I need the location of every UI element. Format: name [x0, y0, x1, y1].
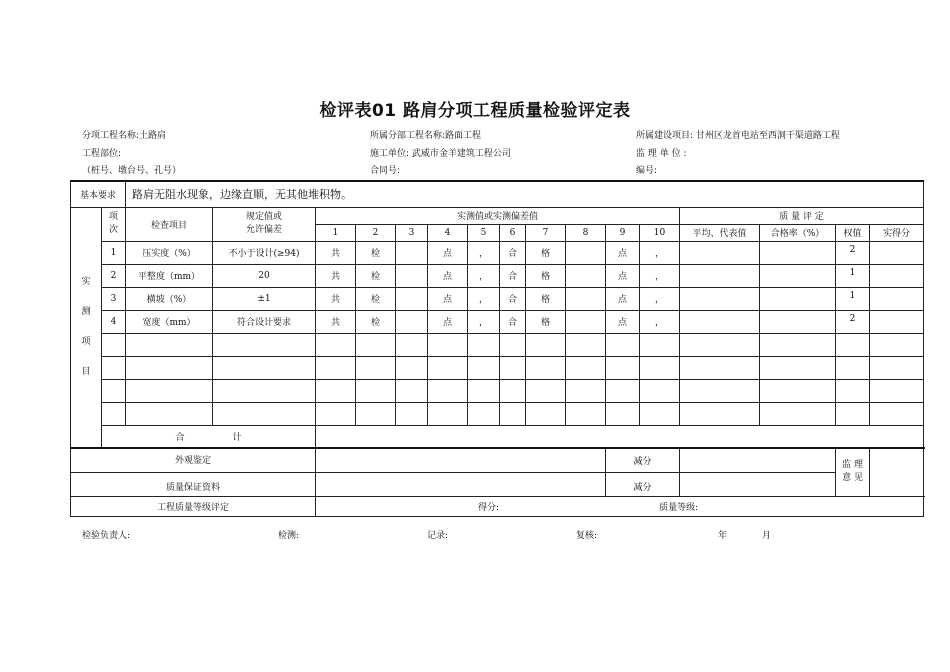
empty-cell — [500, 402, 526, 425]
table-row — [71, 287, 924, 310]
measured-cell: 点 — [428, 287, 468, 310]
col-header: 3 — [396, 224, 428, 241]
empty-cell — [836, 402, 870, 425]
empty-cell — [126, 379, 213, 402]
table-row — [71, 241, 924, 264]
score-header: 实得分 — [870, 224, 924, 241]
empty-cell — [316, 379, 356, 402]
empty-cell — [870, 379, 924, 402]
weight-cell: 2 — [836, 241, 870, 264]
table-row — [71, 402, 924, 425]
pass-rate-cell — [760, 310, 836, 333]
row-number: 1 — [102, 241, 126, 264]
empty-cell — [526, 379, 566, 402]
empty-cell — [640, 356, 680, 379]
pass-rate-cell — [760, 241, 836, 264]
measured-cell: 格 — [526, 287, 566, 310]
empty-cell — [468, 356, 500, 379]
empty-cell — [640, 333, 680, 356]
empty-cell — [213, 379, 316, 402]
col-header: 4 — [428, 224, 468, 241]
measured-cell: 合 — [500, 310, 526, 333]
year-label: 年 — [718, 531, 728, 541]
empty-cell — [640, 379, 680, 402]
row-number: 4 — [102, 310, 126, 333]
empty-cell — [428, 402, 468, 425]
empty-cell — [316, 402, 356, 425]
empty-cell — [526, 356, 566, 379]
deduct-value — [680, 448, 836, 472]
total-char: 计 — [232, 432, 242, 443]
empty-cell — [606, 379, 640, 402]
empty-cell — [102, 333, 126, 356]
empty-cell — [760, 333, 836, 356]
empty-cell — [356, 402, 396, 425]
empty-cell — [870, 402, 924, 425]
empty-cell — [870, 356, 924, 379]
empty-cell — [606, 402, 640, 425]
col-header: 7 — [526, 224, 566, 241]
appearance-value — [316, 448, 606, 472]
empty-cell — [316, 333, 356, 356]
deduct-label: 减分 — [606, 448, 680, 472]
empty-cell — [836, 379, 870, 402]
empty-cell — [836, 333, 870, 356]
empty-cell — [316, 356, 356, 379]
measured-cell: 合 — [500, 241, 526, 264]
grade-label: 质量等级: — [659, 502, 699, 513]
empty-cell — [468, 379, 500, 402]
empty-cell — [213, 402, 316, 425]
deduct-value — [680, 472, 836, 496]
contract-number: 合同号: — [370, 166, 401, 176]
total-row — [71, 425, 924, 448]
measured-cell: ， — [468, 264, 500, 287]
measured-cell: 格 — [526, 310, 566, 333]
row-spec: 20 — [213, 264, 316, 287]
empty-cell — [428, 379, 468, 402]
col-header: 6 — [500, 224, 526, 241]
measured-cell: 检 — [356, 287, 396, 310]
construction-project: 所属建设项目: 甘州区龙首电站至西洞干渠道路工程 — [636, 131, 840, 141]
empty-cell — [836, 356, 870, 379]
empty-cell — [870, 333, 924, 356]
measured-cell: 点 — [428, 264, 468, 287]
sub-project-name: 分项工程名称:土路肩 — [82, 131, 167, 141]
appearance-row — [71, 448, 924, 472]
measured-cell: ， — [468, 287, 500, 310]
empty-cell — [566, 356, 606, 379]
project-part: 工程部位: — [82, 149, 122, 159]
empty-cell — [606, 356, 640, 379]
empty-cell — [680, 356, 760, 379]
appearance-label: 外观鉴定 — [71, 448, 316, 472]
empty-cell — [468, 333, 500, 356]
empty-cell — [526, 333, 566, 356]
measured-cell — [396, 241, 428, 264]
measured-cell: ， — [640, 241, 680, 264]
recorder-label: 记录: — [427, 531, 449, 541]
empty-cell — [126, 402, 213, 425]
supervision-opinion — [870, 448, 924, 496]
measured-cell: 点 — [606, 264, 640, 287]
reviewer-label: 复核: — [576, 531, 598, 541]
quality-inspection-table — [70, 180, 924, 517]
seq-header: 项 次 — [102, 207, 126, 241]
weight-cell: 1 — [836, 287, 870, 310]
col-header: 2 — [356, 224, 396, 241]
measured-cell — [396, 264, 428, 287]
col-header: 8 — [566, 224, 606, 241]
measured-cell: 合 — [500, 264, 526, 287]
empty-cell — [396, 333, 428, 356]
col-header: 5 — [468, 224, 500, 241]
row-check-item: 横坡（%） — [126, 287, 213, 310]
measured-cell: 检 — [356, 241, 396, 264]
avg-cell — [680, 264, 760, 287]
measured-cell: ， — [468, 241, 500, 264]
pass-rate-header: 合格率（%） — [760, 224, 836, 241]
month-label: 月 — [762, 531, 772, 541]
empty-cell — [566, 333, 606, 356]
empty-cell — [126, 333, 213, 356]
measured-cell: 检 — [356, 264, 396, 287]
table-row — [71, 356, 924, 379]
empty-cell — [500, 379, 526, 402]
empty-cell — [680, 379, 760, 402]
basic-requirement-text: 路肩无阻水现象，边缘直顺，无其他堆积物。 — [126, 181, 924, 207]
avg-cell — [680, 287, 760, 310]
measured-cell: 共 — [316, 310, 356, 333]
empty-cell — [680, 402, 760, 425]
row-number: 2 — [102, 264, 126, 287]
weight-cell: 1 — [836, 264, 870, 287]
measured-cell: ， — [640, 310, 680, 333]
basic-requirement-label: 基本要求 — [71, 181, 126, 207]
total-value — [316, 425, 924, 448]
empty-cell — [468, 402, 500, 425]
measured-cell: 格 — [526, 241, 566, 264]
empty-cell — [356, 356, 396, 379]
check-item-header: 检查项目 — [126, 207, 213, 241]
supervision-label: 监 理 意 见 — [836, 448, 870, 496]
grade-row — [71, 496, 924, 516]
pile-note: （桩号、墩台号、孔号） — [82, 166, 182, 176]
measured-values-header: 实测值或实测偏差值 — [316, 207, 680, 224]
measured-cell: 检 — [356, 310, 396, 333]
row-spec: ±1 — [213, 287, 316, 310]
measured-cell — [566, 241, 606, 264]
deduct-label: 减分 — [606, 472, 680, 496]
weight-header: 权值 — [836, 224, 870, 241]
measured-cell: 共 — [316, 264, 356, 287]
measured-cell: ， — [640, 287, 680, 310]
score-cell — [870, 241, 924, 264]
form-title: 检评表01 路肩分项工程质量检验评定表 — [319, 101, 631, 121]
empty-cell — [102, 402, 126, 425]
col-header: 1 — [316, 224, 356, 241]
quality-eval-header: 质 量 评 定 — [680, 207, 924, 224]
total-label — [102, 425, 316, 448]
measured-cell: 点 — [428, 310, 468, 333]
measured-cell: 点 — [606, 241, 640, 264]
division-project-name: 所属分部工程名称:路面工程 — [370, 131, 482, 141]
empty-cell — [213, 333, 316, 356]
row-check-item: 宽度（mm） — [126, 310, 213, 333]
pass-rate-cell — [760, 287, 836, 310]
measured-cell: 点 — [606, 287, 640, 310]
measured-items-label: 实 测 项 目 — [71, 207, 102, 448]
grade-eval-value — [316, 496, 924, 516]
weight-cell: 2 — [836, 310, 870, 333]
empty-cell — [760, 379, 836, 402]
measured-cell — [396, 287, 428, 310]
row-check-item: 压实度（%） — [126, 241, 213, 264]
empty-cell — [760, 402, 836, 425]
measured-cell — [566, 264, 606, 287]
serial-number: 编号: — [636, 166, 658, 176]
measured-cell: ， — [640, 264, 680, 287]
contractor: 施工单位: 武威市金羊建筑工程公司 — [370, 149, 511, 159]
row-spec: 符合设计要求 — [213, 310, 316, 333]
score-label: 得分: — [478, 502, 500, 513]
empty-cell — [640, 402, 680, 425]
empty-cell — [356, 379, 396, 402]
empty-cell — [102, 356, 126, 379]
total-char: 合 — [175, 432, 185, 443]
empty-cell — [126, 356, 213, 379]
empty-cell — [356, 333, 396, 356]
empty-cell — [102, 379, 126, 402]
header-row-1 — [71, 207, 924, 224]
measured-cell: 共 — [316, 241, 356, 264]
table-row — [71, 264, 924, 287]
measured-cell — [566, 287, 606, 310]
avg-header: 平均、代表值 — [680, 224, 760, 241]
empty-cell — [428, 356, 468, 379]
score-cell — [870, 310, 924, 333]
empty-cell — [526, 402, 566, 425]
empty-cell — [213, 356, 316, 379]
table-row — [71, 310, 924, 333]
empty-cell — [680, 333, 760, 356]
table-row — [71, 333, 924, 356]
measured-cell — [566, 310, 606, 333]
row-number: 3 — [102, 287, 126, 310]
empty-cell — [396, 379, 428, 402]
empty-cell — [396, 356, 428, 379]
measured-cell — [396, 310, 428, 333]
pass-rate-cell — [760, 264, 836, 287]
spec-header: 规定值或 允许偏差 — [213, 207, 316, 241]
measured-cell: 共 — [316, 287, 356, 310]
row-check-item: 平整度（mm） — [126, 264, 213, 287]
row-spec: 不小于设计(≥94) — [213, 241, 316, 264]
empty-cell — [606, 333, 640, 356]
empty-cell — [566, 379, 606, 402]
supervisor-unit: 监 理 单 位 : — [636, 149, 687, 159]
score-cell — [870, 264, 924, 287]
quality-docs-row — [71, 472, 924, 496]
empty-cell — [500, 333, 526, 356]
empty-cell — [760, 356, 836, 379]
basic-requirement-row — [71, 181, 924, 207]
measured-cell: 点 — [606, 310, 640, 333]
avg-cell — [680, 241, 760, 264]
inspector-label: 检验负责人: — [82, 531, 131, 541]
empty-cell — [428, 333, 468, 356]
empty-cell — [396, 402, 428, 425]
measured-cell: 格 — [526, 264, 566, 287]
quality-docs-label: 质量保证资料 — [71, 472, 316, 496]
score-cell — [870, 287, 924, 310]
grade-eval-label: 工程质量等级评定 — [71, 496, 316, 516]
measured-cell: 合 — [500, 287, 526, 310]
measured-cell: ， — [468, 310, 500, 333]
table-row — [71, 379, 924, 402]
empty-cell — [500, 356, 526, 379]
col-header: 10 — [640, 224, 680, 241]
avg-cell — [680, 310, 760, 333]
empty-cell — [566, 402, 606, 425]
tester-label: 检测: — [278, 531, 300, 541]
quality-docs-value — [316, 472, 606, 496]
measured-cell: 点 — [428, 241, 468, 264]
col-header: 9 — [606, 224, 640, 241]
